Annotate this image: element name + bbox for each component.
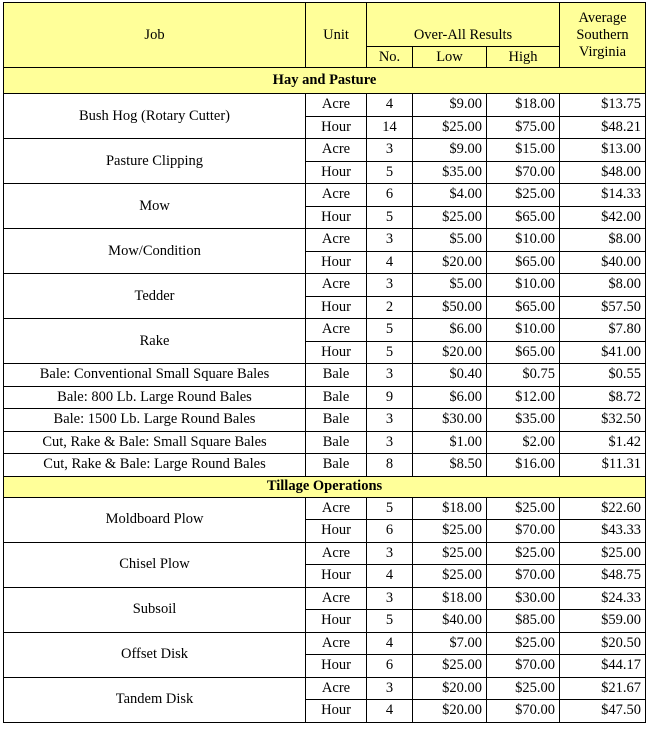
- high-cell: $70.00: [487, 700, 560, 723]
- average-header: Average Southern Virginia: [560, 3, 646, 68]
- job-name: Cut, Rake & Bale: Small Square Bales: [4, 431, 306, 454]
- average-cell: $8.72: [560, 386, 646, 409]
- low-cell: $8.50: [413, 454, 487, 477]
- unit-cell: Acre: [306, 94, 367, 117]
- job-name: Bale: Conventional Small Square Bales: [4, 364, 306, 387]
- unit-cell: Bale: [306, 431, 367, 454]
- unit-cell: Hour: [306, 655, 367, 678]
- unit-cell: Hour: [306, 116, 367, 139]
- job-header: Job: [4, 3, 306, 68]
- unit-cell: Bale: [306, 409, 367, 432]
- count-cell: 5: [367, 319, 413, 342]
- average-cell: $1.42: [560, 431, 646, 454]
- unit-cell: Hour: [306, 206, 367, 229]
- job-name: Rake: [4, 319, 306, 364]
- count-cell: 6: [367, 184, 413, 207]
- count-cell: 3: [367, 139, 413, 162]
- count-cell: 3: [367, 274, 413, 297]
- unit-cell: Bale: [306, 454, 367, 477]
- average-cell: $22.60: [560, 497, 646, 520]
- average-cell: $14.33: [560, 184, 646, 207]
- average-cell: $8.00: [560, 229, 646, 252]
- count-cell: 3: [367, 431, 413, 454]
- unit-cell: Hour: [306, 565, 367, 588]
- low-cell: $6.00: [413, 319, 487, 342]
- high-cell: $65.00: [487, 296, 560, 319]
- unit-cell: Hour: [306, 296, 367, 319]
- low-cell: $20.00: [413, 677, 487, 700]
- count-cell: 5: [367, 497, 413, 520]
- average-cell: $59.00: [560, 610, 646, 633]
- unit-cell: Acre: [306, 497, 367, 520]
- average-cell: $42.00: [560, 206, 646, 229]
- high-cell: $70.00: [487, 520, 560, 543]
- low-cell: $5.00: [413, 229, 487, 252]
- low-cell: $50.00: [413, 296, 487, 319]
- count-cell: 4: [367, 700, 413, 723]
- job-name: Pasture Clipping: [4, 139, 306, 184]
- high-cell: $10.00: [487, 274, 560, 297]
- count-cell: 2: [367, 296, 413, 319]
- low-cell: $40.00: [413, 610, 487, 633]
- low-cell: $20.00: [413, 341, 487, 364]
- low-cell: $25.00: [413, 542, 487, 565]
- low-cell: $18.00: [413, 497, 487, 520]
- high-cell: $0.75: [487, 364, 560, 387]
- count-cell: 8: [367, 454, 413, 477]
- high-cell: $70.00: [487, 565, 560, 588]
- count-cell: 5: [367, 161, 413, 184]
- count-cell: 3: [367, 364, 413, 387]
- high-cell: $35.00: [487, 409, 560, 432]
- average-cell: $8.00: [560, 274, 646, 297]
- average-cell: $32.50: [560, 409, 646, 432]
- average-cell: $48.75: [560, 565, 646, 588]
- unit-cell: Acre: [306, 229, 367, 252]
- unit-cell: Acre: [306, 632, 367, 655]
- count-cell: 3: [367, 677, 413, 700]
- unit-cell: Acre: [306, 139, 367, 162]
- count-cell: 4: [367, 565, 413, 588]
- average-cell: $13.75: [560, 94, 646, 117]
- high-cell: $70.00: [487, 161, 560, 184]
- job-name: Mow: [4, 184, 306, 229]
- low-cell: $9.00: [413, 94, 487, 117]
- high-cell: $65.00: [487, 251, 560, 274]
- average-cell: $48.21: [560, 116, 646, 139]
- high-cell: $25.00: [487, 542, 560, 565]
- unit-cell: Hour: [306, 610, 367, 633]
- low-cell: $6.00: [413, 386, 487, 409]
- high-cell: $18.00: [487, 94, 560, 117]
- high-cell: $65.00: [487, 341, 560, 364]
- count-cell: 4: [367, 94, 413, 117]
- job-name: Moldboard Plow: [4, 497, 306, 542]
- high-header: High: [487, 47, 560, 68]
- low-cell: $25.00: [413, 206, 487, 229]
- high-cell: $85.00: [487, 610, 560, 633]
- unit-header: Unit: [306, 3, 367, 68]
- job-name: Bale: 1500 Lb. Large Round Bales: [4, 409, 306, 432]
- low-cell: $20.00: [413, 251, 487, 274]
- job-name: Tedder: [4, 274, 306, 319]
- low-cell: $20.00: [413, 700, 487, 723]
- section-tillage-operations: Tillage Operations: [4, 476, 646, 497]
- average-cell: $0.55: [560, 364, 646, 387]
- count-cell: 9: [367, 386, 413, 409]
- count-cell: 3: [367, 542, 413, 565]
- low-header: Low: [413, 47, 487, 68]
- job-name: Bale: 800 Lb. Large Round Bales: [4, 386, 306, 409]
- count-cell: 4: [367, 251, 413, 274]
- high-cell: $16.00: [487, 454, 560, 477]
- average-cell: $13.00: [560, 139, 646, 162]
- high-cell: $65.00: [487, 206, 560, 229]
- unit-cell: Acre: [306, 319, 367, 342]
- job-name: Chisel Plow: [4, 542, 306, 587]
- count-cell: 6: [367, 520, 413, 543]
- unit-cell: Hour: [306, 520, 367, 543]
- count-cell: 6: [367, 655, 413, 678]
- average-cell: $7.80: [560, 319, 646, 342]
- low-cell: $25.00: [413, 565, 487, 588]
- low-cell: $5.00: [413, 274, 487, 297]
- unit-cell: Acre: [306, 677, 367, 700]
- average-cell: $41.00: [560, 341, 646, 364]
- count-cell: 5: [367, 610, 413, 633]
- count-cell: 4: [367, 632, 413, 655]
- low-cell: $25.00: [413, 116, 487, 139]
- low-cell: $7.00: [413, 632, 487, 655]
- high-cell: $10.00: [487, 229, 560, 252]
- high-cell: $25.00: [487, 677, 560, 700]
- job-name: Bush Hog (Rotary Cutter): [4, 94, 306, 139]
- low-cell: $25.00: [413, 520, 487, 543]
- average-cell: $47.50: [560, 700, 646, 723]
- low-cell: $30.00: [413, 409, 487, 432]
- high-cell: $75.00: [487, 116, 560, 139]
- average-cell: $40.00: [560, 251, 646, 274]
- job-name: Tandem Disk: [4, 677, 306, 722]
- average-cell: $11.31: [560, 454, 646, 477]
- average-cell: $48.00: [560, 161, 646, 184]
- job-name: Mow/Condition: [4, 229, 306, 274]
- unit-cell: Hour: [306, 161, 367, 184]
- count-cell: 3: [367, 409, 413, 432]
- unit-cell: Hour: [306, 700, 367, 723]
- average-cell: $21.67: [560, 677, 646, 700]
- average-cell: $43.33: [560, 520, 646, 543]
- low-cell: $18.00: [413, 587, 487, 610]
- count-cell: 14: [367, 116, 413, 139]
- section-hay-and-pasture: Hay and Pasture: [4, 68, 646, 94]
- average-cell: $20.50: [560, 632, 646, 655]
- high-cell: $70.00: [487, 655, 560, 678]
- overall-results-header: Over-All Results: [367, 3, 560, 47]
- low-cell: $9.00: [413, 139, 487, 162]
- high-cell: $15.00: [487, 139, 560, 162]
- low-cell: $35.00: [413, 161, 487, 184]
- high-cell: $30.00: [487, 587, 560, 610]
- unit-cell: Acre: [306, 587, 367, 610]
- unit-cell: Hour: [306, 251, 367, 274]
- unit-cell: Acre: [306, 274, 367, 297]
- average-cell: $24.33: [560, 587, 646, 610]
- count-cell: 5: [367, 341, 413, 364]
- unit-cell: Acre: [306, 542, 367, 565]
- job-name: Cut, Rake & Bale: Large Round Bales: [4, 454, 306, 477]
- average-cell: $57.50: [560, 296, 646, 319]
- count-cell: 5: [367, 206, 413, 229]
- average-cell: $44.17: [560, 655, 646, 678]
- low-cell: $0.40: [413, 364, 487, 387]
- unit-cell: Hour: [306, 341, 367, 364]
- count-cell: 3: [367, 587, 413, 610]
- low-cell: $25.00: [413, 655, 487, 678]
- no-header: No.: [367, 47, 413, 68]
- average-cell: $25.00: [560, 542, 646, 565]
- unit-cell: Acre: [306, 184, 367, 207]
- unit-cell: Bale: [306, 386, 367, 409]
- high-cell: $2.00: [487, 431, 560, 454]
- custom-rates-table: [3, 2, 646, 723]
- low-cell: $4.00: [413, 184, 487, 207]
- high-cell: $12.00: [487, 386, 560, 409]
- job-name: Subsoil: [4, 587, 306, 632]
- unit-cell: Bale: [306, 364, 367, 387]
- high-cell: $25.00: [487, 632, 560, 655]
- high-cell: $25.00: [487, 184, 560, 207]
- count-cell: 3: [367, 229, 413, 252]
- high-cell: $25.00: [487, 497, 560, 520]
- low-cell: $1.00: [413, 431, 487, 454]
- job-name: Offset Disk: [4, 632, 306, 677]
- high-cell: $10.00: [487, 319, 560, 342]
